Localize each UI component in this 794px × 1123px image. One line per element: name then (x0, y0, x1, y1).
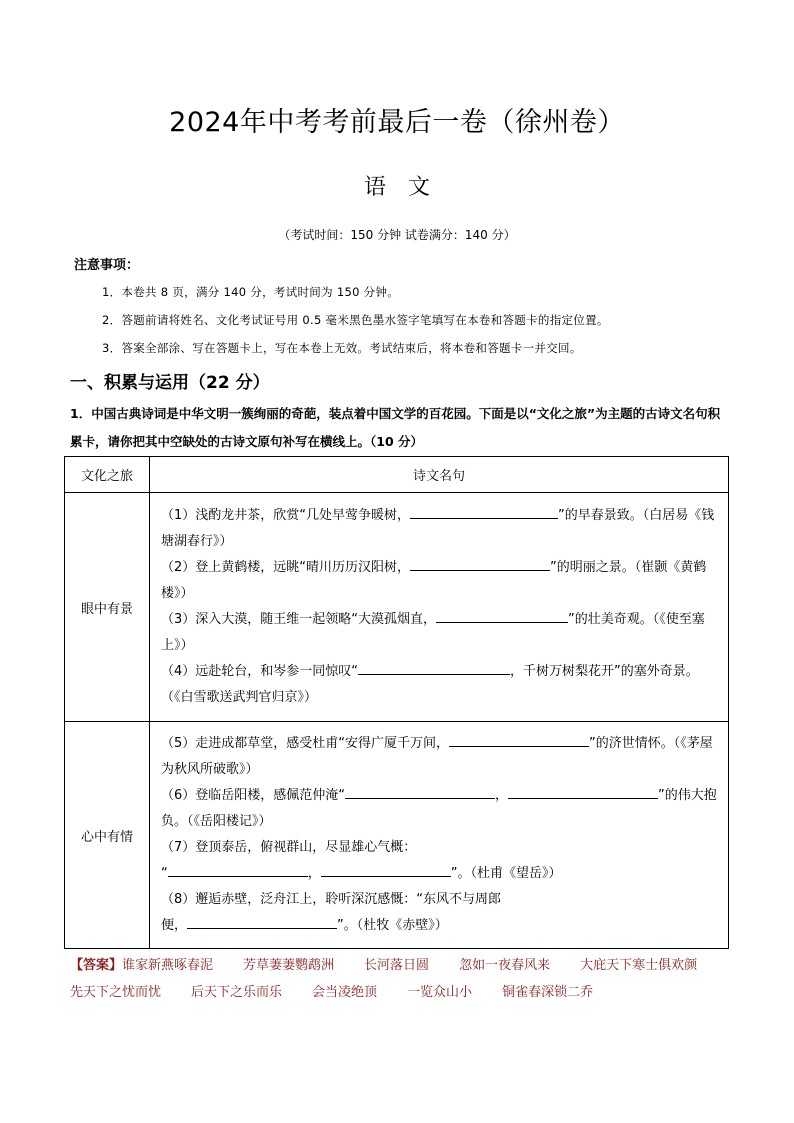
answer-item: 先天下之忧而忧 (70, 985, 162, 1000)
note-item: 1．本卷共 8 页，满分 140 分，考试时间为 150 分钟。 (102, 285, 400, 299)
answer-blank[interactable] (358, 660, 510, 675)
answer-label: 【答案】 (70, 958, 123, 973)
line-item-6: （6）登临岳阳楼，感佩范仲淹“ ， ”的伟大抱负。（《岳阳楼记》） (161, 783, 722, 835)
category-cell: 眼中有景 (65, 493, 150, 722)
line-item-1: （1）浅酌龙井茶，欣赏“几处早莺争暖树， ”的早春景致。（白居易《钱塘湖春行》） (161, 503, 722, 555)
subject-char-1: 语 (363, 175, 386, 200)
note-item: 3．答案全部涂、写在答题卡上，写在本卷上无效。考试结束后，将本卷和答题卡一并交回。 (102, 341, 582, 355)
exam-info: （考试时间：150 分钟 试卷满分：140 分） (278, 228, 516, 242)
answer-item: 大庇天下寒士俱欢颜 (580, 958, 698, 973)
answer-item: 忽如一夜春风来 (459, 958, 551, 973)
subject-char-2: 文 (408, 175, 431, 200)
answer-blank[interactable] (410, 504, 558, 519)
answer-blank[interactable] (345, 784, 495, 799)
table-header-lines: 诗文名句 (150, 457, 729, 493)
answer-blank[interactable] (168, 862, 308, 877)
line-item-5: （5）走进成都草堂，感受杜甫“安得广厦千万间， ”的济世情怀。（《茅屋为秋风所破歌》） (161, 731, 722, 783)
table-header-row (65, 457, 729, 493)
notes-heading: 注意事项： (74, 258, 140, 273)
answer-item: 铜雀春深锁二乔 (502, 985, 594, 1000)
answer-item: 长河落日圆 (364, 958, 430, 973)
line-item-7: （7）登顶泰岳，俯视群山，尽显雄心气概： “ ， ”。（杜甫《望岳》） (161, 840, 562, 881)
note-item: 2．答题前请将姓名、文化考试证号用 0.5 毫米黑色墨水签字笔填写在本卷和答题卡的指定位置。 (102, 313, 609, 327)
subject-title (0, 170, 794, 201)
page-title: 2024年中考考前最后一卷（徐州卷） (169, 107, 625, 138)
answer-blank[interactable] (449, 732, 589, 747)
line-item-2: （2）登上黄鹤楼，远眺“晴川历历汉阳树， ”的明丽之景。（崔颢《黄鹤楼》） (161, 555, 722, 607)
table-row (65, 493, 729, 722)
answer-item: 会当凌绝顶 (312, 985, 378, 1000)
answer-blank[interactable] (410, 556, 550, 571)
question-1-text: 1．中国古典诗词是中华文明一簇绚丽的奇葩，装点着中国文学的百花园。下面是以“文化之旅”为主题的古诗文名句积累卡，请你把其中空缺处的古诗文原句补写在横线上。（10 分） (70, 406, 721, 449)
poetry-table (64, 456, 729, 949)
line-item-3: （3）深入大漠，随王维一起领略“大漠孤烟直， ”的壮美奇观。（《使至塞上》） (161, 607, 722, 659)
lines-cell (150, 722, 729, 949)
answer-item: 一览众山小 (407, 985, 473, 1000)
line-item-4: （4）远赴轮台，和岑参一同惊叹“ ，千树万树梨花开”的塞外奇景。（《白雪歌送武判官归京》） (161, 659, 722, 711)
answer-blank[interactable] (508, 784, 658, 799)
answer-item: 后天下之乐而乐 (191, 985, 283, 1000)
category-cell: 心中有情 (65, 722, 150, 949)
answer-block (70, 952, 730, 1006)
answer-blank[interactable] (187, 914, 337, 929)
line-item-8: （8）邂逅赤壁，泛舟江上，聆听深沉感慨：“东风不与周郎 便， ”。（杜牧《赤壁》） (161, 892, 502, 933)
answer-item: 芳草萋萋鹦鹉洲 (243, 958, 335, 973)
answer-item: 谁家新燕啄春泥 (122, 958, 214, 973)
answer-blank[interactable] (321, 862, 451, 877)
lines-cell (150, 493, 729, 722)
answer-blank[interactable] (436, 608, 568, 623)
table-row (65, 722, 729, 949)
table-header-category: 文化之旅 (65, 457, 150, 493)
section-heading: 一、积累与运用（22 分） (70, 373, 270, 393)
